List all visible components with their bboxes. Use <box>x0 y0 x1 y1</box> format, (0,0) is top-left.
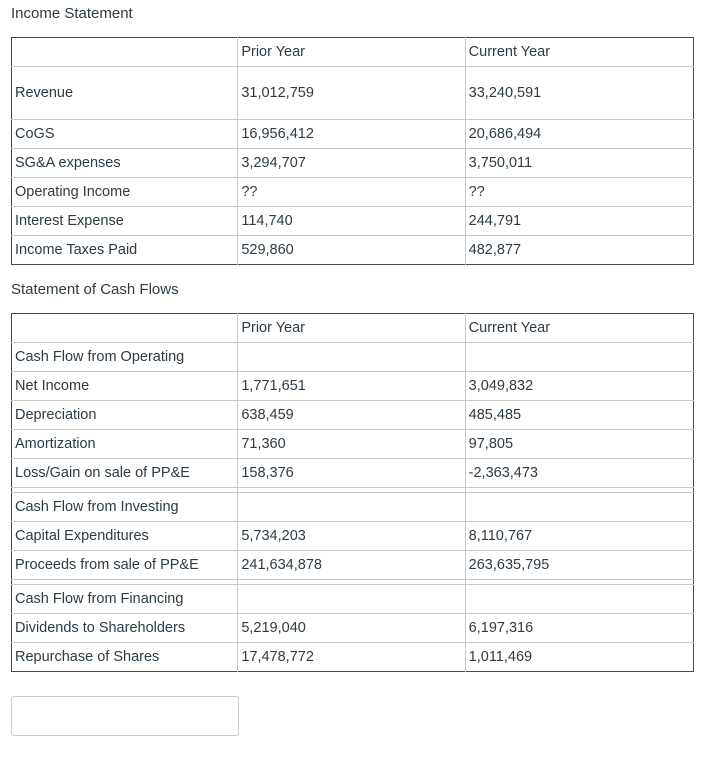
row-label: Proceeds from sale of PP&E <box>12 551 238 580</box>
current-value: 8,110,767 <box>465 522 693 551</box>
table-row <box>12 236 694 265</box>
table-row <box>12 614 694 643</box>
table-row <box>12 643 694 672</box>
current-value: 244,791 <box>465 207 693 236</box>
table-header-row <box>12 38 694 67</box>
row-label: Capital Expenditures <box>12 522 238 551</box>
prior-value: 3,294,707 <box>238 149 465 178</box>
table-row <box>12 522 694 551</box>
row-label: Amortization <box>12 430 238 459</box>
empty-cell <box>238 343 465 372</box>
row-label: Loss/Gain on sale of PP&E <box>12 459 238 488</box>
table-row <box>12 67 694 120</box>
empty-cell <box>238 493 465 522</box>
current-value: 263,635,795 <box>465 551 693 580</box>
cash-flows-title: Statement of Cash Flows <box>11 281 179 298</box>
table-row <box>12 149 694 178</box>
table-row <box>12 430 694 459</box>
financing-heading: Cash Flow from Financing <box>12 585 238 614</box>
current-value: 97,805 <box>465 430 693 459</box>
empty-cell <box>238 585 465 614</box>
investing-heading: Cash Flow from Investing <box>12 493 238 522</box>
income-statement-title: Income Statement <box>11 5 133 22</box>
header-blank <box>12 38 238 67</box>
header-blank <box>12 314 238 343</box>
header-current-year: Current Year <box>465 314 693 343</box>
row-label: Revenue <box>12 67 238 120</box>
row-label: CoGS <box>12 120 238 149</box>
empty-cell <box>465 493 693 522</box>
header-current-year: Current Year <box>465 38 693 67</box>
current-value: 1,011,469 <box>465 643 693 672</box>
prior-value: 529,860 <box>238 236 465 265</box>
prior-value: 71,360 <box>238 430 465 459</box>
prior-value: 31,012,759 <box>238 67 465 120</box>
section-heading-row <box>12 585 694 614</box>
table-row <box>12 401 694 430</box>
row-label: Net Income <box>12 372 238 401</box>
table-header-row <box>12 314 694 343</box>
table-row <box>12 551 694 580</box>
prior-value: ?? <box>238 178 465 207</box>
empty-cell <box>465 585 693 614</box>
header-prior-year: Prior Year <box>238 38 465 67</box>
current-value: 3,750,011 <box>465 149 693 178</box>
row-label: Depreciation <box>12 401 238 430</box>
section-heading-row <box>12 343 694 372</box>
current-value: 485,485 <box>465 401 693 430</box>
table-row <box>12 459 694 488</box>
prior-value: 114,740 <box>238 207 465 236</box>
current-value: ?? <box>465 178 693 207</box>
current-value: 6,197,316 <box>465 614 693 643</box>
prior-value: 5,734,203 <box>238 522 465 551</box>
prior-value: 241,634,878 <box>238 551 465 580</box>
prior-value: 17,478,772 <box>238 643 465 672</box>
prior-value: 16,956,412 <box>238 120 465 149</box>
current-value: 482,877 <box>465 236 693 265</box>
prior-value: 1,771,651 <box>238 372 465 401</box>
answer-input[interactable] <box>11 696 239 736</box>
prior-value: 158,376 <box>238 459 465 488</box>
current-value: 3,049,832 <box>465 372 693 401</box>
table-row <box>12 178 694 207</box>
row-label: Income Taxes Paid <box>15 242 138 258</box>
income-statement-table <box>11 37 694 265</box>
current-value: 20,686,494 <box>465 120 693 149</box>
empty-cell <box>465 343 693 372</box>
row-label: Dividends to Shareholders <box>12 614 238 643</box>
prior-value: 5,219,040 <box>238 614 465 643</box>
row-label: Interest Expense <box>12 207 238 236</box>
current-value: 33,240,591 <box>465 67 693 120</box>
header-prior-year: Prior Year <box>238 314 465 343</box>
operating-heading: Cash Flow from Operating <box>12 343 238 372</box>
row-label: Repurchase of Shares <box>15 649 160 665</box>
row-label: SG&A expenses <box>12 149 238 178</box>
row-label: Operating Income <box>12 178 238 207</box>
table-row <box>12 120 694 149</box>
prior-value: 638,459 <box>238 401 465 430</box>
section-heading-row <box>12 493 694 522</box>
table-row <box>12 207 694 236</box>
cash-flows-table <box>11 313 694 672</box>
table-row <box>12 372 694 401</box>
current-value: -2,363,473 <box>465 459 693 488</box>
